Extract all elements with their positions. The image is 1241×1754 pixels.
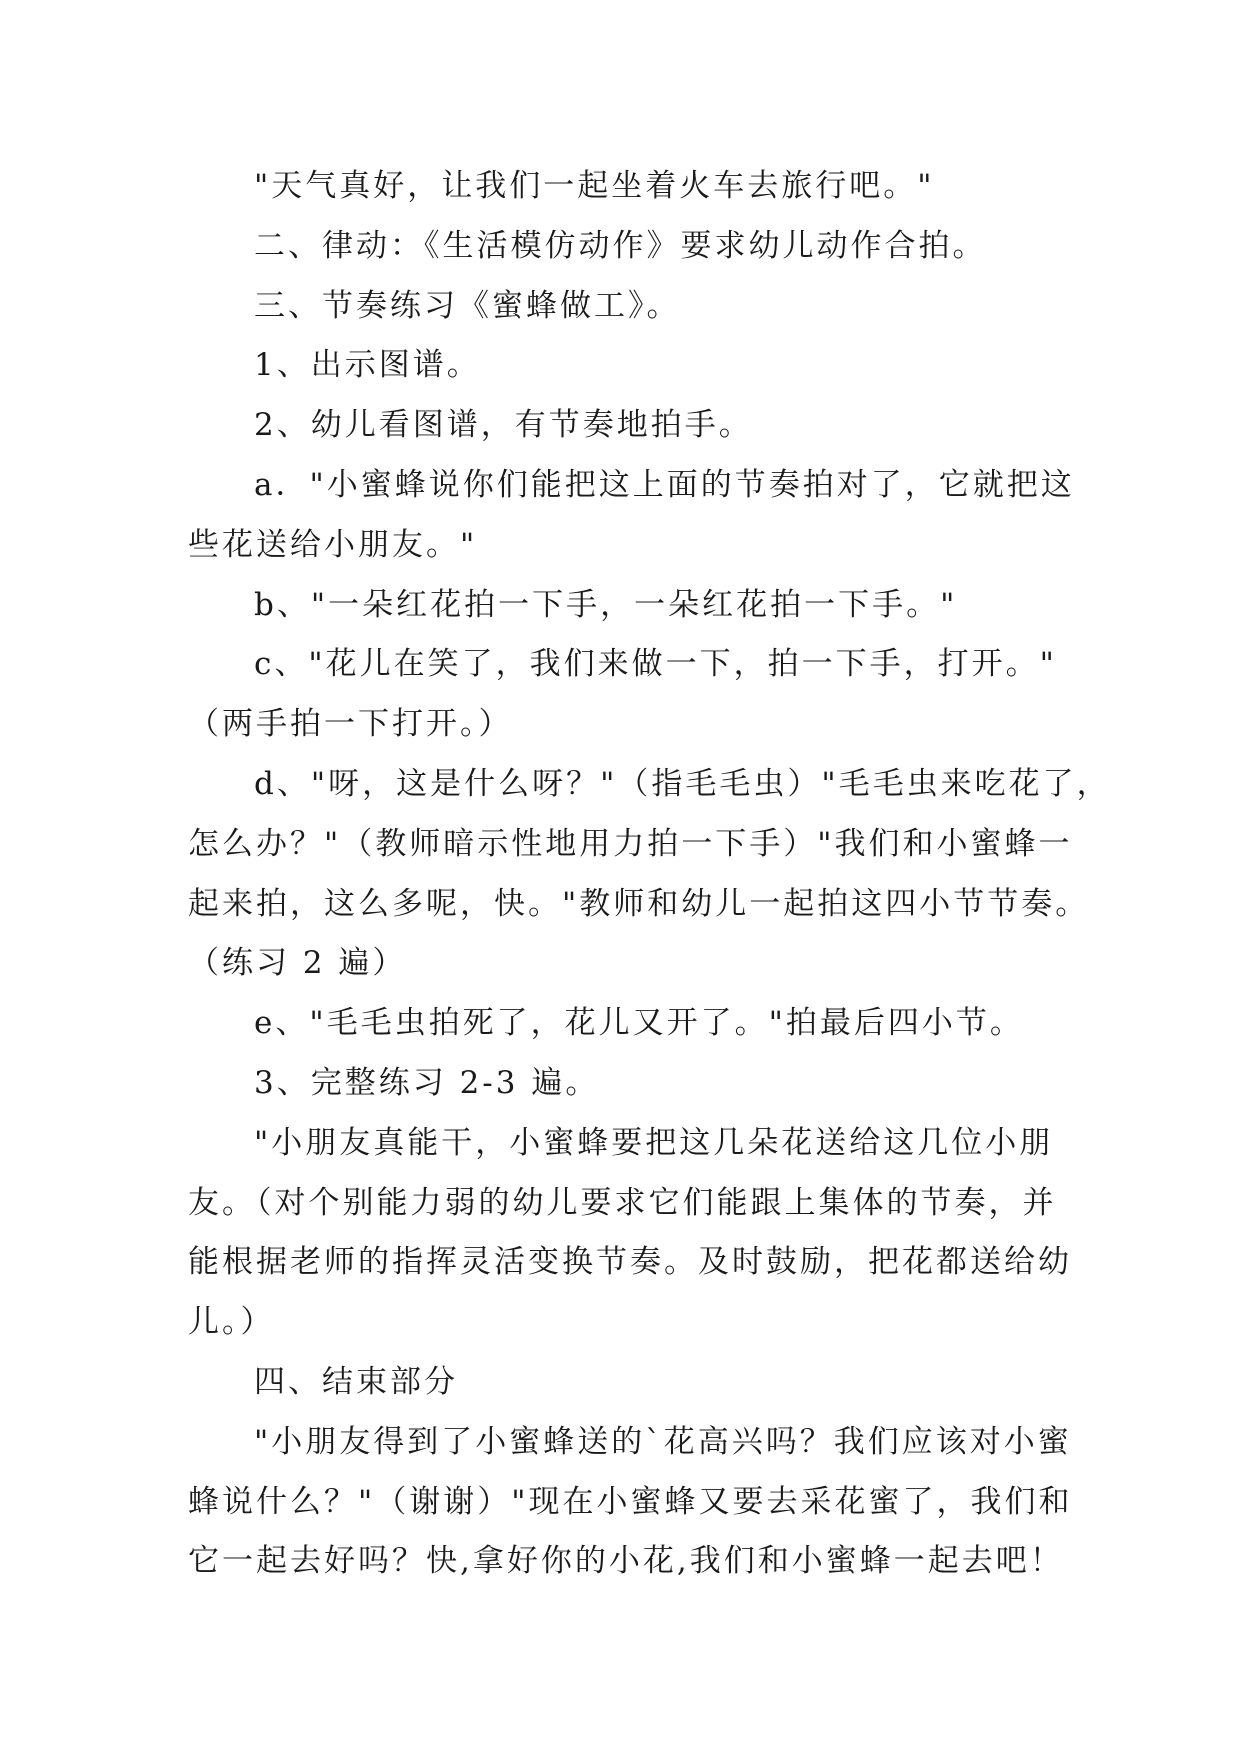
- paragraph-line: 起来拍，这么多呢，快。"教师和幼儿一起拍这四小节节奏。: [188, 885, 1090, 922]
- paragraph-line: a．"小蜜蜂说你们能把这上面的节奏拍对了，它就把这: [254, 466, 1075, 503]
- section-heading: [188, 1353, 1088, 1413]
- paragraph-line: 它一起去好吗？快,拿好你的小花,我们和小蜜蜂一起去吧！: [188, 1543, 1064, 1580]
- paragraph-line: "小朋友得到了小蜜蜂送的`花高兴吗？我们应该对小蜜: [254, 1423, 1072, 1460]
- paragraph-line: 些花送给小朋友。": [188, 526, 478, 563]
- list-item: [188, 994, 1088, 1054]
- paragraph-line: c、"花儿在笑了，我们来做一下，拍一下手，打开。": [254, 646, 1057, 683]
- paragraph-line: 二、律动：《生活模仿动作》要求幼儿动作合拍。: [254, 227, 987, 264]
- list-item: [188, 456, 1088, 576]
- section-heading: [188, 217, 1088, 277]
- paragraph-line: "天气真好，让我们一起坐着火车去旅行吧。": [254, 168, 935, 204]
- paragraph-line: e、"毛毛虫拍死了，花儿又开了。"拍最后四小节。: [254, 1005, 1024, 1042]
- paragraph-line: 1、出示图谱。: [254, 347, 481, 384]
- paragraph-line: （两手拍一下打开。）: [188, 706, 513, 743]
- document-body: [188, 157, 1111, 1592]
- paragraph-line: 蜂说什么？"（谢谢）"现在小蜜蜂又要去采花蜜了，我们和: [188, 1483, 1073, 1520]
- paragraph-line: （练习 2 遍）: [188, 945, 407, 982]
- paragraph-line: 2、幼儿看图谱，有节奏地拍手。: [254, 407, 753, 444]
- paragraph: [188, 157, 1088, 217]
- paragraph-line: "小朋友真能干，小蜜蜂要把这几朵花送给这几位小朋: [254, 1124, 1054, 1161]
- list-item: [188, 576, 1088, 636]
- list-item: [188, 1054, 1088, 1114]
- paragraph-line: 3、完整练习 2-3 遍。: [254, 1064, 600, 1101]
- paragraph-line: 能根据老师的指挥灵活变换节奏。及时鼓励，把花都送给幼: [188, 1244, 1072, 1281]
- paragraph-line: 三、节奏练习《蜜蜂做工》。: [254, 287, 681, 324]
- list-item: [188, 396, 1088, 456]
- paragraph-line: 儿。）: [188, 1304, 275, 1341]
- list-item: [188, 635, 1088, 755]
- list-item: [188, 755, 1111, 994]
- paragraph-line: 四、结束部分: [254, 1363, 458, 1400]
- paragraph-line: d、"呀，这是什么呀？"（指毛毛虫）"毛毛虫来吃花了，: [254, 765, 1111, 802]
- paragraph-line: b、"一朵红花拍一下手，一朵红花拍一下手。": [254, 586, 958, 623]
- paragraph: [188, 1114, 1088, 1353]
- paragraph-line: 友。（对个别能力弱的幼儿要求它们能跟上集体的节奏，并: [188, 1184, 1057, 1221]
- section-heading: [188, 277, 1088, 337]
- paragraph-line: 怎么办？"（教师暗示性地用力拍一下手）"我们和小蜜蜂一: [188, 825, 1073, 862]
- paragraph: [188, 1413, 1088, 1592]
- list-item: [188, 336, 1088, 396]
